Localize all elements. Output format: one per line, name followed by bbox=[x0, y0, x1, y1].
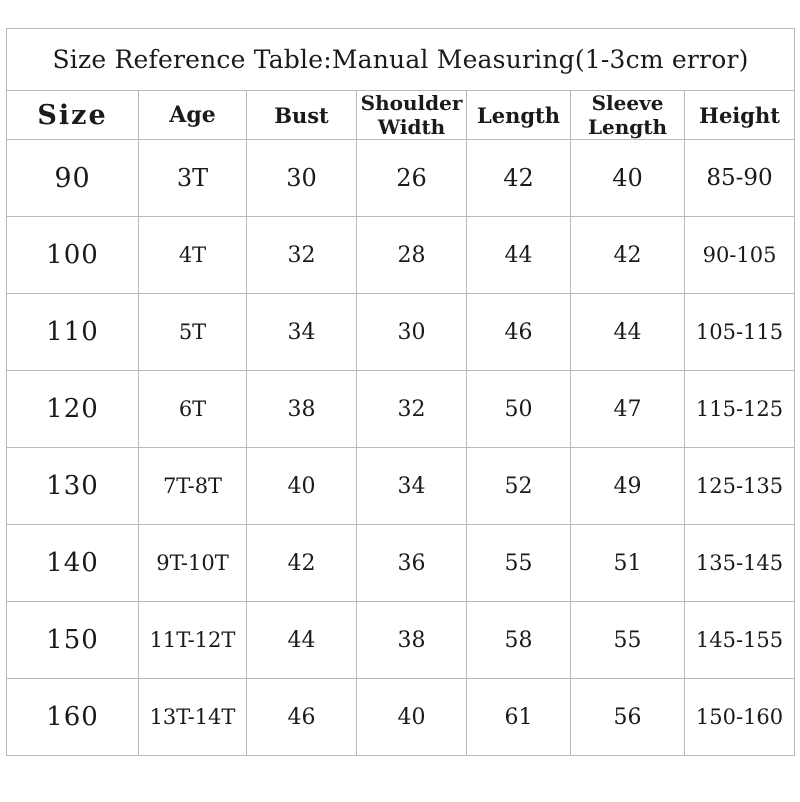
column-header-sleeve-line2: Length bbox=[587, 115, 668, 139]
cell-bust: 34 bbox=[247, 294, 357, 371]
table-row bbox=[7, 294, 795, 371]
cell-length: 61 bbox=[467, 679, 571, 756]
table-row bbox=[7, 525, 795, 602]
cell-size: 110 bbox=[7, 294, 139, 371]
column-header-shoulder-line1: Shoulder bbox=[360, 91, 463, 115]
cell-sleeve-length: 42 bbox=[571, 217, 685, 294]
column-header-age: Age bbox=[139, 91, 247, 140]
table-body bbox=[7, 140, 795, 756]
column-header-bust: Bust bbox=[247, 91, 357, 140]
table-title-row bbox=[7, 29, 795, 91]
cell-size: 100 bbox=[7, 217, 139, 294]
cell-length: 55 bbox=[467, 525, 571, 602]
cell-age: 13T-14T bbox=[139, 679, 247, 756]
cell-age: 7T-8T bbox=[139, 448, 247, 525]
cell-length: 42 bbox=[467, 140, 571, 217]
cell-age: 4T bbox=[139, 217, 247, 294]
cell-sleeve-length: 40 bbox=[571, 140, 685, 217]
cell-size: 90 bbox=[7, 140, 139, 217]
table-row bbox=[7, 217, 795, 294]
cell-height: 125-135 bbox=[685, 448, 795, 525]
table-row bbox=[7, 140, 795, 217]
cell-shoulder-width: 32 bbox=[357, 371, 467, 448]
size-reference-table bbox=[6, 28, 795, 756]
cell-length: 50 bbox=[467, 371, 571, 448]
cell-sleeve-length: 47 bbox=[571, 371, 685, 448]
cell-size: 130 bbox=[7, 448, 139, 525]
cell-age: 5T bbox=[139, 294, 247, 371]
cell-size: 150 bbox=[7, 602, 139, 679]
cell-bust: 40 bbox=[247, 448, 357, 525]
cell-age: 3T bbox=[139, 140, 247, 217]
cell-sleeve-length: 49 bbox=[571, 448, 685, 525]
column-header-sleeve-line1: Sleeve bbox=[591, 91, 664, 115]
cell-height: 150-160 bbox=[685, 679, 795, 756]
cell-height: 115-125 bbox=[685, 371, 795, 448]
column-header-height: Height bbox=[685, 91, 795, 140]
cell-height: 85-90 bbox=[685, 140, 795, 217]
cell-bust: 30 bbox=[247, 140, 357, 217]
cell-sleeve-length: 51 bbox=[571, 525, 685, 602]
table-row bbox=[7, 602, 795, 679]
cell-size: 120 bbox=[7, 371, 139, 448]
cell-age: 11T-12T bbox=[139, 602, 247, 679]
cell-shoulder-width: 30 bbox=[357, 294, 467, 371]
cell-shoulder-width: 40 bbox=[357, 679, 467, 756]
cell-length: 44 bbox=[467, 217, 571, 294]
column-header-length: Length bbox=[467, 91, 571, 140]
column-header-shoulder-width bbox=[357, 91, 467, 140]
cell-bust: 42 bbox=[247, 525, 357, 602]
cell-sleeve-length: 56 bbox=[571, 679, 685, 756]
column-header-size: Size bbox=[7, 91, 139, 140]
cell-shoulder-width: 26 bbox=[357, 140, 467, 217]
cell-length: 46 bbox=[467, 294, 571, 371]
cell-bust: 44 bbox=[247, 602, 357, 679]
cell-shoulder-width: 36 bbox=[357, 525, 467, 602]
cell-size: 140 bbox=[7, 525, 139, 602]
column-header-sleeve-length bbox=[571, 91, 685, 140]
cell-height: 90-105 bbox=[685, 217, 795, 294]
cell-bust: 32 bbox=[247, 217, 357, 294]
cell-height: 135-145 bbox=[685, 525, 795, 602]
cell-sleeve-length: 55 bbox=[571, 602, 685, 679]
cell-length: 58 bbox=[467, 602, 571, 679]
table-row bbox=[7, 371, 795, 448]
cell-sleeve-length: 44 bbox=[571, 294, 685, 371]
cell-bust: 38 bbox=[247, 371, 357, 448]
table-row bbox=[7, 448, 795, 525]
cell-age: 9T-10T bbox=[139, 525, 247, 602]
cell-size: 160 bbox=[7, 679, 139, 756]
cell-age: 6T bbox=[139, 371, 247, 448]
cell-shoulder-width: 28 bbox=[357, 217, 467, 294]
column-header-shoulder-line2: Width bbox=[377, 115, 446, 139]
table-row bbox=[7, 679, 795, 756]
cell-shoulder-width: 34 bbox=[357, 448, 467, 525]
cell-length: 52 bbox=[467, 448, 571, 525]
cell-bust: 46 bbox=[247, 679, 357, 756]
cell-height: 145-155 bbox=[685, 602, 795, 679]
cell-shoulder-width: 38 bbox=[357, 602, 467, 679]
table-title: Size Reference Table:Manual Measuring(1-3cm error) bbox=[7, 29, 795, 91]
table-header-row bbox=[7, 91, 795, 140]
cell-height: 105-115 bbox=[685, 294, 795, 371]
